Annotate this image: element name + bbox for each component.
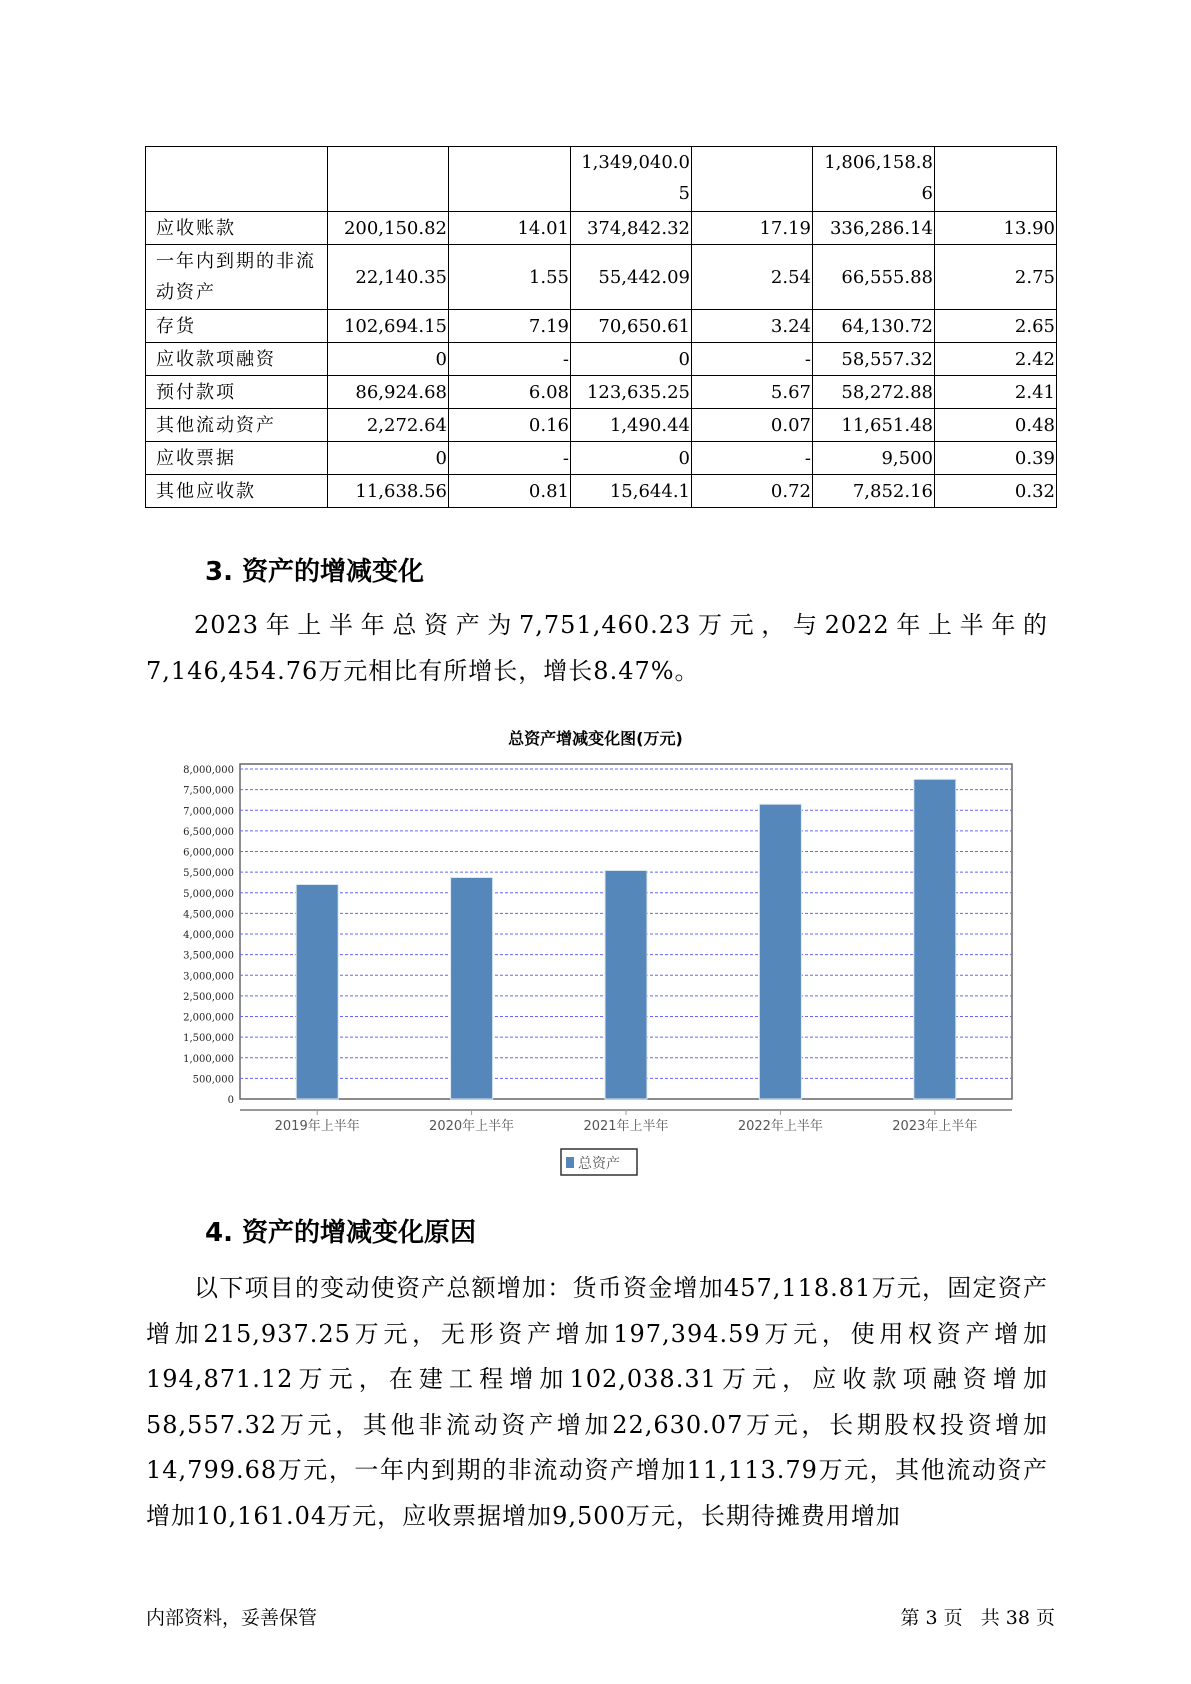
row-label: 应收票据 xyxy=(146,442,328,475)
bar xyxy=(759,804,801,1099)
row-label: 存货 xyxy=(146,310,328,343)
cell-p2: 0.07 xyxy=(692,409,813,442)
cell-v2: 123,635.25 xyxy=(571,376,692,409)
cell-v2: 1,490.44 xyxy=(571,409,692,442)
cell-v3: 336,286.14 xyxy=(813,212,935,245)
y-tick-label: 4,500,000 xyxy=(183,909,234,921)
y-tick-label: 6,500,000 xyxy=(183,826,234,838)
cell-v2: 374,842.32 xyxy=(571,212,692,245)
cell-p3 xyxy=(935,147,1057,212)
cell-v3: 9,500 xyxy=(813,442,935,475)
table-row xyxy=(146,409,1057,442)
cell-v1: 0 xyxy=(328,343,449,376)
legend-label: 总资产 xyxy=(578,1156,620,1172)
row-label: 其他流动资产 xyxy=(146,409,328,442)
cell-p3: 2.41 xyxy=(935,376,1057,409)
y-tick-label: 5,500,000 xyxy=(183,868,234,880)
y-tick-label: 7,000,000 xyxy=(183,806,234,818)
bar xyxy=(451,877,493,1099)
y-tick-label: 2,000,000 xyxy=(183,1012,234,1024)
y-tick-label: 3,000,000 xyxy=(183,971,234,983)
x-tick-label: 2021年上半年 xyxy=(583,1119,669,1134)
cell-v2: 15,644.1 xyxy=(571,475,692,508)
cell-v2: 55,442.09 xyxy=(571,245,692,310)
cell-v3: 11,651.48 xyxy=(813,409,935,442)
cell-p3: 2.65 xyxy=(935,310,1057,343)
legend-swatch xyxy=(566,1157,574,1168)
y-tick-label: 500,000 xyxy=(192,1074,234,1086)
section-3-heading: 3. 资产的增减变化 xyxy=(205,557,425,587)
cell-p2: - xyxy=(692,442,813,475)
cell-v3: 58,557.32 xyxy=(813,343,935,376)
cell-p2: 5.67 xyxy=(692,376,813,409)
table-row xyxy=(146,310,1057,343)
asset-table xyxy=(145,146,1057,508)
table-row xyxy=(146,475,1057,508)
cell-v1: 11,638.56 xyxy=(328,475,449,508)
x-tick-label: 2019年上半年 xyxy=(274,1119,360,1134)
x-tick-label: 2022年上半年 xyxy=(737,1119,823,1134)
cell-p3: 0.48 xyxy=(935,409,1057,442)
cell-p2: 3.24 xyxy=(692,310,813,343)
cell-p1: 1.55 xyxy=(449,245,571,310)
cell-v2: 0 xyxy=(571,343,692,376)
chart-title: 总资产增减变化图(万元) xyxy=(508,729,683,748)
footer-left: 内部资料，妥善保管 xyxy=(146,1607,318,1629)
row-label: 应收款项融资 xyxy=(146,343,328,376)
cell-v1: 200,150.82 xyxy=(328,212,449,245)
y-tick-label: 2,500,000 xyxy=(183,991,234,1003)
row-label: 预付款项 xyxy=(146,376,328,409)
cell-v1: 86,924.68 xyxy=(328,376,449,409)
section-4-text: 以下项目的变动使资产总额增加：货币资金增加457,118.81万元，固定资产增加215,937.25万元，无形资产增加197,394.59万元，使用权资产增加194,871.12万元，在建工程增加102,038.31万元，应收款项融资增加58,557.32万元，其他非流动资产增加22,630.07万元，长期股权投资增加14,799.68万元，一年内到期的非流动资产增加11,113.79万元，其他流动资产增加10,161.04万元，应收票据增加9,500万元，长期待摊费用增加 xyxy=(146,1274,1048,1530)
cell-v1: 2,272.64 xyxy=(328,409,449,442)
cell-p1: 14.01 xyxy=(449,212,571,245)
cell-p1: - xyxy=(449,343,571,376)
y-tick-label: 0 xyxy=(227,1095,234,1106)
cell-v1: 22,140.35 xyxy=(328,245,449,310)
cell-v3: 64,130.72 xyxy=(813,310,935,343)
table-row xyxy=(146,442,1057,475)
y-tick-label: 5,000,000 xyxy=(183,888,234,900)
section-4-heading: 4. 资产的增减变化原因 xyxy=(205,1218,477,1248)
table-row xyxy=(146,376,1057,409)
cell-p3: 0.39 xyxy=(935,442,1057,475)
cell-p1: 0.81 xyxy=(449,475,571,508)
cell-p1: 0.16 xyxy=(449,409,571,442)
cell-v1: 0 xyxy=(328,442,449,475)
cell-v2: 0 xyxy=(571,442,692,475)
y-tick-label: 7,500,000 xyxy=(183,785,234,797)
table-row xyxy=(146,343,1057,376)
cell-p2 xyxy=(692,147,813,212)
table-row xyxy=(146,212,1057,245)
bar xyxy=(914,779,956,1099)
bar xyxy=(296,885,338,1100)
y-tick-label: 1,500,000 xyxy=(183,1033,234,1045)
y-tick-label: 8,000,000 xyxy=(183,765,234,776)
y-tick-label: 6,000,000 xyxy=(183,847,234,859)
cell-p3: 13.90 xyxy=(935,212,1057,245)
cell-p1: - xyxy=(449,442,571,475)
cell-v3: 1,806,158.86 xyxy=(813,147,935,212)
cell-v3: 58,272.88 xyxy=(813,376,935,409)
row-label: 应收账款 xyxy=(146,212,328,245)
cell-p2: 2.54 xyxy=(692,245,813,310)
page-number: 第 3 页 共 38 页 xyxy=(900,1607,1055,1629)
cell-p2: 17.19 xyxy=(692,212,813,245)
table-row xyxy=(146,245,1057,310)
bar xyxy=(605,870,647,1099)
cell-v2: 1,349,040.05 xyxy=(571,147,692,212)
cell-p2: - xyxy=(692,343,813,376)
y-tick-label: 1,000,000 xyxy=(183,1053,234,1065)
section-3-text: 2023年上半年总资产为7,751,460.23万元，与2022年上半年的7,146,454.76万元相比有所增长，增长8.47%。 xyxy=(146,611,1048,685)
table-row xyxy=(146,147,1057,212)
cell-v1 xyxy=(328,147,449,212)
x-tick-label: 2023年上半年 xyxy=(892,1119,978,1134)
cell-v1: 102,694.15 xyxy=(328,310,449,343)
cell-v2: 70,650.61 xyxy=(571,310,692,343)
cell-p3: 2.75 xyxy=(935,245,1057,310)
row-label: 其他应收款 xyxy=(146,475,328,508)
row-label: 一年内到期的非流动资产 xyxy=(146,245,328,310)
cell-p2: 0.72 xyxy=(692,475,813,508)
cell-p3: 0.32 xyxy=(935,475,1057,508)
total-assets-chart xyxy=(150,755,1030,1185)
cell-p3: 2.42 xyxy=(935,343,1057,376)
x-tick-label: 2020年上半年 xyxy=(429,1119,515,1134)
cell-v3: 66,555.88 xyxy=(813,245,935,310)
cell-p1: 7.19 xyxy=(449,310,571,343)
cell-p1: 6.08 xyxy=(449,376,571,409)
cell-v3: 7,852.16 xyxy=(813,475,935,508)
row-label xyxy=(146,147,328,212)
y-tick-label: 3,500,000 xyxy=(183,950,234,962)
y-tick-label: 4,000,000 xyxy=(183,930,234,941)
cell-p1 xyxy=(449,147,571,212)
